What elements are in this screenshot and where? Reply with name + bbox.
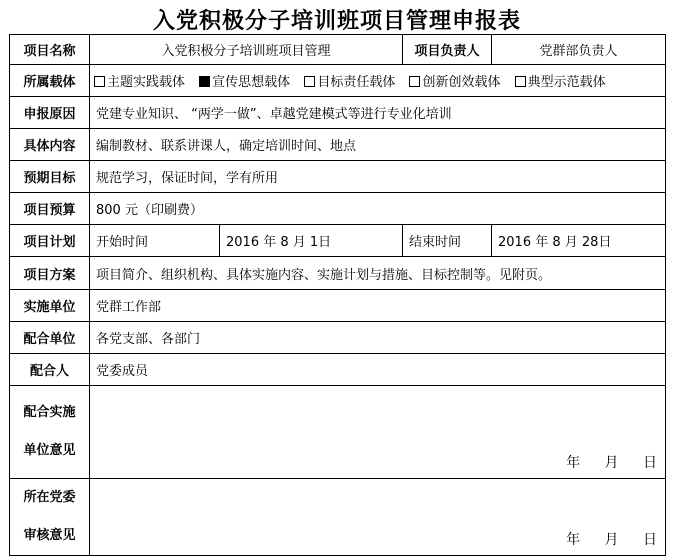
label-end-time: 结束时间 <box>403 225 492 257</box>
label-scheme: 项目方案 <box>10 257 90 290</box>
row-review-opinion <box>10 479 666 556</box>
row-plan <box>10 225 666 257</box>
checked-checkbox-icon <box>199 76 210 87</box>
row-coop-opinion <box>10 386 666 479</box>
label-coop-opinion: 配合实施 单位意见 <box>10 386 90 479</box>
review-opinion-date: 年 月 日 <box>566 532 658 548</box>
label-review-opinion: 所在党委 审核意见 <box>10 479 90 556</box>
carrier-option-label: 典型示范载体 <box>527 75 606 90</box>
value-coop-person: 党委成员 <box>90 354 666 386</box>
carrier-option-propaganda[interactable] <box>199 75 290 90</box>
value-impl-unit: 党群工作部 <box>90 290 666 322</box>
value-goal: 规范学习，保证时间，学有所用 <box>90 161 666 193</box>
carrier-option-label: 主题实践载体 <box>107 75 186 90</box>
row-reason <box>10 97 666 129</box>
carrier-option-topic-practice[interactable] <box>94 75 185 90</box>
row-goal <box>10 161 666 193</box>
value-end-time: 2016 年 8 月 28日 <box>492 225 666 257</box>
value-start-time: 2016 年 8 月 1日 <box>220 225 403 257</box>
carrier-option-innovation[interactable] <box>409 75 500 90</box>
carrier-option-label: 创新创效载体 <box>422 75 501 90</box>
checkbox-icon <box>409 76 420 87</box>
label-project-name: 项目名称 <box>10 35 90 65</box>
carrier-option-target-responsibility[interactable] <box>304 75 395 90</box>
row-coop-person <box>10 354 666 386</box>
checkbox-icon <box>94 76 105 87</box>
row-coop-unit <box>10 322 666 354</box>
label-project-lead: 项目负责人 <box>403 35 492 65</box>
coop-opinion-date: 年 月 日 <box>566 455 658 471</box>
checkbox-icon <box>304 76 315 87</box>
carrier-option-label: 目标责任载体 <box>317 75 396 90</box>
value-scheme: 项目简介、组织机构、具体实施内容、实施计划与措施、目标控制等。见附页。 <box>90 257 666 290</box>
label-coop-unit: 配合单位 <box>10 322 90 354</box>
review-opinion-field[interactable] <box>90 479 666 556</box>
row-budget <box>10 193 666 225</box>
label-plan: 项目计划 <box>10 225 90 257</box>
checkbox-icon <box>515 76 526 87</box>
label-impl-unit: 实施单位 <box>10 290 90 322</box>
label-goal: 预期目标 <box>10 161 90 193</box>
label-start-time: 开始时间 <box>90 225 220 257</box>
value-project-name: 入党积极分子培训班项目管理 <box>90 35 403 65</box>
row-content <box>10 129 666 161</box>
carrier-option-label: 宣传思想载体 <box>212 75 291 90</box>
label-content: 具体内容 <box>10 129 90 161</box>
label-carrier: 所属载体 <box>10 65 90 97</box>
carrier-option-model-demo[interactable] <box>515 75 606 90</box>
value-reason: 党建专业知识、 “两学一做”、卓越党建模式等进行专业化培训 <box>90 97 666 129</box>
value-coop-unit: 各党支部、各部门 <box>90 322 666 354</box>
row-impl-unit <box>10 290 666 322</box>
coop-opinion-field[interactable] <box>90 386 666 479</box>
label-reason: 申报原因 <box>10 97 90 129</box>
label-coop-person: 配合人 <box>10 354 90 386</box>
label-budget: 项目预算 <box>10 193 90 225</box>
row-project-name <box>10 35 666 65</box>
row-scheme <box>10 257 666 290</box>
value-content: 编制教材、联系讲课人，确定培训时间、地点 <box>90 129 666 161</box>
value-project-lead: 党群部负责人 <box>492 35 666 65</box>
value-budget: 800 元（印刷费） <box>90 193 666 225</box>
form-title: 入党积极分子培训班项目管理申报表 <box>152 8 521 34</box>
row-carrier <box>10 65 666 97</box>
carrier-options <box>90 65 666 97</box>
application-form-table <box>9 34 666 556</box>
